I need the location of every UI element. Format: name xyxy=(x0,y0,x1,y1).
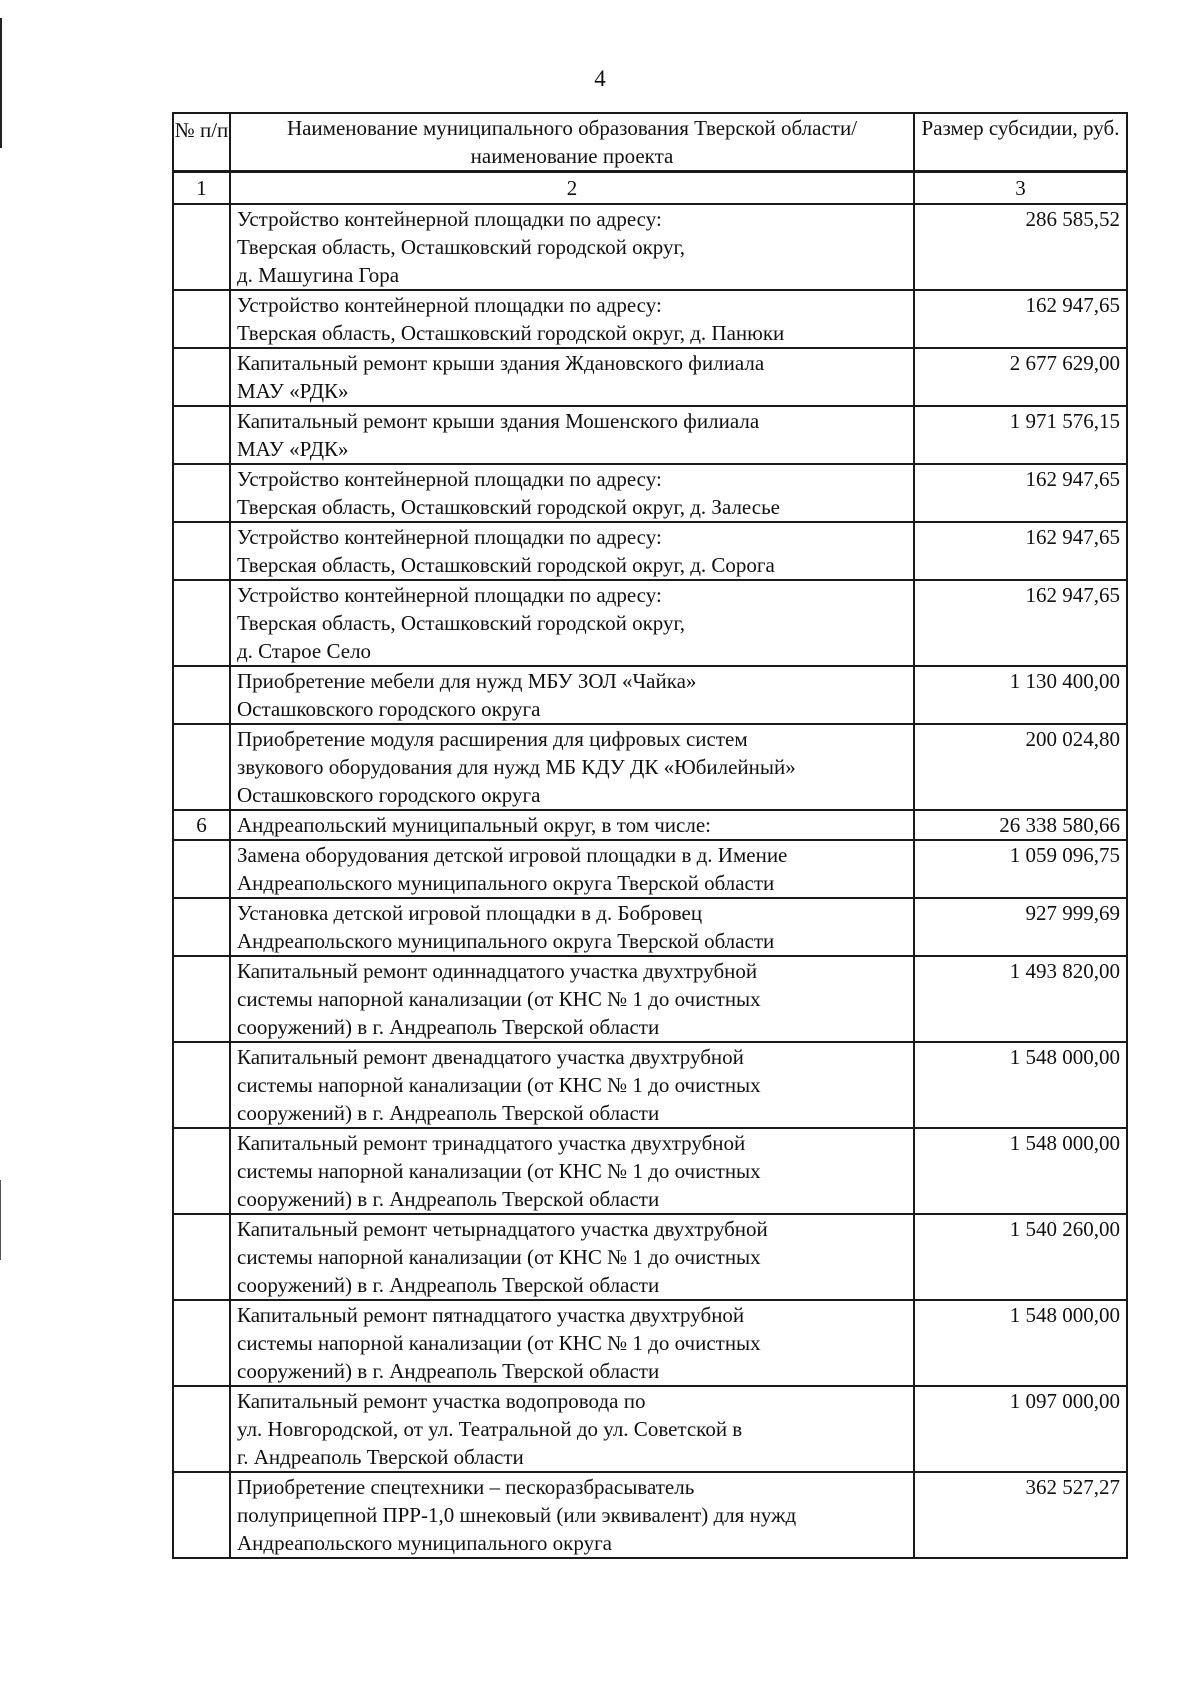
project-name xyxy=(230,1300,914,1386)
subsidy-amount: 162 947,65 xyxy=(914,580,1127,666)
row-number xyxy=(173,1386,230,1472)
project-name-line: Капитальный ремонт пятнадцатого участка двухтрубной xyxy=(237,1303,745,1327)
project-name-line: системы напорной канализации (от КНС № 1 до очистных xyxy=(237,987,761,1011)
row-number xyxy=(173,1042,230,1128)
table-row xyxy=(173,1042,1127,1128)
subsidy-amount: 1 540 260,00 xyxy=(914,1214,1127,1300)
header-number: № п/п xyxy=(173,113,230,172)
table-row xyxy=(173,348,1127,406)
table-row xyxy=(173,724,1127,810)
project-name-line: Капитальный ремонт четырнадцатого участка двухтрубной xyxy=(237,1217,768,1241)
project-name-line: Андреапольского муниципального округа Тверской области xyxy=(237,929,775,953)
header-amount: Размер субсидии, руб. xyxy=(914,113,1127,172)
subsidy-amount: 162 947,65 xyxy=(914,464,1127,522)
subsidy-amount: 1 548 000,00 xyxy=(914,1128,1127,1214)
project-name-line: Замена оборудования детской игровой площадки в д. Имение xyxy=(237,843,788,867)
subsidy-amount: 362 527,27 xyxy=(914,1472,1127,1558)
project-name-line: сооружений) в г. Андреаполь Тверской области xyxy=(237,1015,660,1039)
project-name-line: Тверская область, Осташковский городской округ, xyxy=(237,235,685,259)
table-row xyxy=(173,810,1127,840)
project-name-line: Тверская область, Осташковский городской округ, д. Сорога xyxy=(237,553,775,577)
project-name-line: Капитальный ремонт крыши здания Мошенского филиала xyxy=(237,409,760,433)
project-name-line: ул. Новгородской, от ул. Театральной до ул. Советской в xyxy=(237,1417,743,1441)
row-number xyxy=(173,290,230,348)
subsidy-amount: 1 971 576,15 xyxy=(914,406,1127,464)
project-name-line: г. Андреаполь Тверской области xyxy=(237,1445,524,1469)
project-name-line: звукового оборудования для нужд МБ КДУ ДК «Юбилейный» xyxy=(237,755,796,779)
subsidy-amount: 927 999,69 xyxy=(914,898,1127,956)
project-name xyxy=(230,1128,914,1214)
project-name xyxy=(230,956,914,1042)
page-number: 4 xyxy=(594,66,606,91)
subsidy-amount: 1 548 000,00 xyxy=(914,1300,1127,1386)
table-row xyxy=(173,840,1127,898)
project-name-line: д. Машугина Гора xyxy=(237,263,400,287)
project-name-line: системы напорной канализации (от КНС № 1 до очистных xyxy=(237,1159,761,1183)
row-number: 6 xyxy=(173,810,230,840)
project-name-line: Осташковского городского округа xyxy=(237,783,541,807)
project-name-line: д. Старое Село xyxy=(237,639,372,663)
project-name-line: сооружений) в г. Андреаполь Тверской области xyxy=(237,1101,660,1125)
project-name-line: Тверская область, Осташковский городской округ, д. Панюки xyxy=(237,321,785,345)
scan-edge-mark xyxy=(0,1180,1,1260)
project-name-line: Капитальный ремонт участка водопровода по xyxy=(237,1389,646,1413)
project-name-line: сооружений) в г. Андреаполь Тверской области xyxy=(237,1359,660,1383)
project-name-line: Устройство контейнерной площадки по адресу: xyxy=(237,293,662,317)
table-row xyxy=(173,464,1127,522)
project-name-line: Капитальный ремонт одиннадцатого участка двухтрубной xyxy=(237,959,758,983)
project-name xyxy=(230,522,914,580)
row-number xyxy=(173,464,230,522)
header-name: Наименование муниципального образования Тверской области/наименование проекта xyxy=(230,113,914,172)
project-name xyxy=(230,406,914,464)
project-name xyxy=(230,1042,914,1128)
project-name-line: Андреапольский муниципальный округ, в том числе: xyxy=(237,813,711,837)
project-name-line: Капитальный ремонт тринадцатого участка двухтрубной xyxy=(237,1131,746,1155)
project-name-line: сооружений) в г. Андреаполь Тверской области xyxy=(237,1273,660,1297)
project-name-line: полуприцепной ПРР-1,0 шнековый (или эквивалент) для нужд xyxy=(237,1503,797,1527)
project-name xyxy=(230,290,914,348)
table-row xyxy=(173,898,1127,956)
table-row xyxy=(173,1214,1127,1300)
project-name-line: МАУ «РДК» xyxy=(237,437,349,461)
row-number xyxy=(173,898,230,956)
table-row xyxy=(173,666,1127,724)
row-number xyxy=(173,956,230,1042)
project-name xyxy=(230,1472,914,1558)
project-name-line: системы напорной канализации (от КНС № 1 до очистных xyxy=(237,1245,761,1269)
project-name-line: Устройство контейнерной площадки по адресу: xyxy=(237,467,662,491)
project-name-line: Устройство контейнерной площадки по адресу: xyxy=(237,583,662,607)
project-name-line: системы напорной канализации (от КНС № 1 до очистных xyxy=(237,1073,761,1097)
table-row xyxy=(173,290,1127,348)
subsidy-amount: 200 024,80 xyxy=(914,724,1127,810)
row-number xyxy=(173,204,230,290)
subsidy-amount: 1 493 820,00 xyxy=(914,956,1127,1042)
project-name xyxy=(230,1386,914,1472)
column-numbers-row xyxy=(173,172,1127,205)
project-name-line: системы напорной канализации (от КНС № 1 до очистных xyxy=(237,1331,761,1355)
project-name xyxy=(230,204,914,290)
project-name-line: Тверская область, Осташковский городской округ, д. Залесье xyxy=(237,495,780,519)
project-name-line: Приобретение спецтехники – пескоразбрасыватель xyxy=(237,1475,695,1499)
project-name-line: Приобретение модуля расширения для цифровых систем xyxy=(237,727,748,751)
column-number: 2 xyxy=(230,172,914,205)
table-row xyxy=(173,522,1127,580)
project-name-line: Устройство контейнерной площадки по адресу: xyxy=(237,207,662,231)
subsidy-amount: 286 585,52 xyxy=(914,204,1127,290)
column-number: 3 xyxy=(914,172,1127,205)
subsidy-table xyxy=(172,112,1128,1559)
row-number xyxy=(173,406,230,464)
subsidy-amount: 2 677 629,00 xyxy=(914,348,1127,406)
project-name-line: Приобретение мебели для нужд МБУ ЗОЛ «Чайка» xyxy=(237,669,697,693)
table-row xyxy=(173,1472,1127,1558)
row-number xyxy=(173,1472,230,1558)
project-name xyxy=(230,898,914,956)
project-name-line: Установка детской игровой площадки в д. Бобровец xyxy=(237,901,703,925)
project-name xyxy=(230,464,914,522)
project-name-line: Капитальный ремонт двенадцатого участка двухтрубной xyxy=(237,1045,744,1069)
row-number xyxy=(173,840,230,898)
table-row xyxy=(173,204,1127,290)
table-row xyxy=(173,1128,1127,1214)
project-name-line: Тверская область, Осташковский городской округ, xyxy=(237,611,685,635)
row-number xyxy=(173,1214,230,1300)
project-name xyxy=(230,1214,914,1300)
project-name-line: Устройство контейнерной площадки по адресу: xyxy=(237,525,662,549)
subsidy-amount: 162 947,65 xyxy=(914,522,1127,580)
row-number xyxy=(173,348,230,406)
table-row xyxy=(173,406,1127,464)
table-row xyxy=(173,580,1127,666)
row-number xyxy=(173,666,230,724)
table-row xyxy=(173,1300,1127,1386)
row-number xyxy=(173,522,230,580)
subsidy-amount: 162 947,65 xyxy=(914,290,1127,348)
project-name-line: Андреапольского муниципального округа xyxy=(237,1531,613,1555)
project-name-line: Осташковского городского округа xyxy=(237,697,541,721)
subsidy-amount: 1 097 000,00 xyxy=(914,1386,1127,1472)
project-name xyxy=(230,348,914,406)
subsidy-amount: 1 548 000,00 xyxy=(914,1042,1127,1128)
project-name-line: Андреапольского муниципального округа Тверской области xyxy=(237,871,775,895)
table-row xyxy=(173,956,1127,1042)
row-number xyxy=(173,724,230,810)
row-number xyxy=(173,1128,230,1214)
project-name-line: сооружений) в г. Андреаполь Тверской области xyxy=(237,1187,660,1211)
column-number: 1 xyxy=(173,172,230,205)
project-name xyxy=(230,810,914,840)
project-name xyxy=(230,840,914,898)
project-name xyxy=(230,580,914,666)
subsidy-amount: 26 338 580,66 xyxy=(914,810,1127,840)
row-number xyxy=(173,580,230,666)
project-name-line: МАУ «РДК» xyxy=(237,379,349,403)
subsidy-amount: 1 130 400,00 xyxy=(914,666,1127,724)
row-number xyxy=(173,1300,230,1386)
project-name xyxy=(230,724,914,810)
subsidy-amount: 1 059 096,75 xyxy=(914,840,1127,898)
project-name-line: Капитальный ремонт крыши здания Ждановского филиала xyxy=(237,351,765,375)
table-row xyxy=(173,1386,1127,1472)
table-header-row xyxy=(173,113,1127,172)
project-name xyxy=(230,666,914,724)
